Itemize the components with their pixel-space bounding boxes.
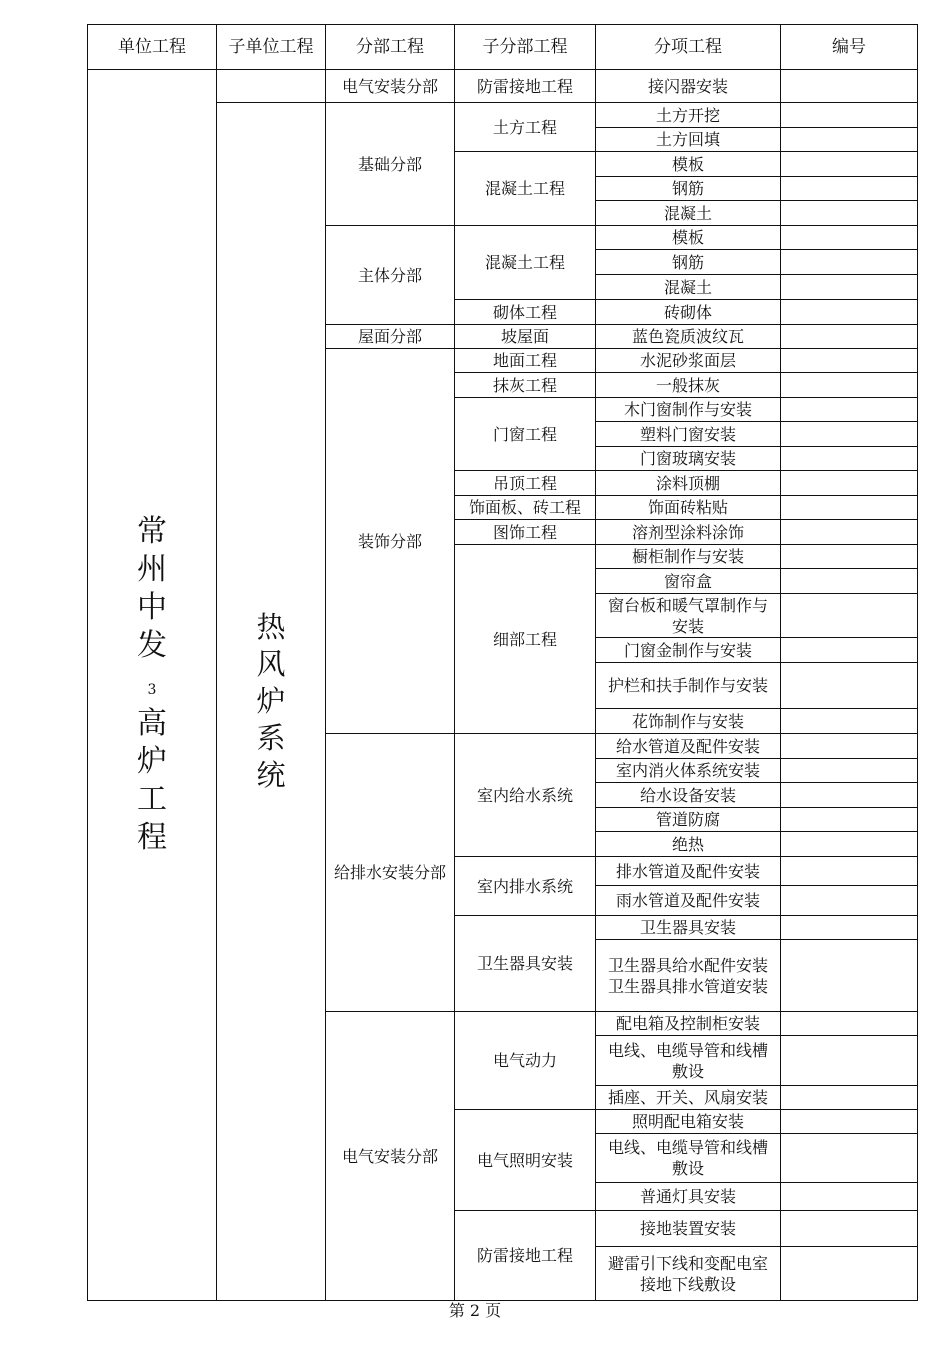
code-cell — [780, 758, 918, 783]
code-cell — [780, 225, 918, 250]
item-cell: 木门窗制作与安装 — [595, 397, 781, 422]
code-cell — [780, 1011, 918, 1036]
code-cell — [780, 1109, 918, 1134]
item-cell: 给水管道及配件安装 — [595, 733, 781, 759]
division-elec-bottom: 电气安装分部 — [325, 1011, 455, 1301]
code-cell — [780, 807, 918, 832]
code-cell — [780, 662, 918, 709]
sub-division-floor: 地面工程 — [454, 348, 596, 373]
item-cell: 接闪器安装 — [595, 69, 781, 103]
code-cell — [780, 568, 918, 594]
item-cell: 塑料门窗安装 — [595, 421, 781, 447]
sub-division-earthwork: 土方工程 — [454, 102, 596, 152]
code-cell — [780, 637, 918, 663]
code-cell — [780, 372, 918, 398]
code-cell — [780, 348, 918, 373]
sub-division-concrete-2: 混凝土工程 — [454, 225, 596, 300]
item-cell: 绝热 — [595, 831, 781, 857]
code-cell — [780, 102, 918, 128]
unit-project-mark: 3 — [147, 682, 157, 698]
sub-division-masonry: 砌体工程 — [454, 299, 596, 325]
item-cell: 避雷引下线和变配电室 接地下线敷设 — [595, 1246, 781, 1301]
page-number: 第 2 页 — [448, 1301, 502, 1320]
item-cell: 钢筋 — [595, 249, 781, 275]
item-cell: 雨水管道及配件安装 — [595, 885, 781, 916]
code-cell — [780, 593, 918, 638]
code-cell — [780, 324, 918, 349]
item-cell: 接地装置安装 — [595, 1210, 781, 1247]
sub-division-lightning-top: 防雷接地工程 — [454, 69, 596, 103]
code-cell — [780, 782, 918, 808]
division-plumbing: 给排水安装分部 — [325, 733, 455, 1012]
unit-project-name-part1: 常 州 中 发 — [137, 514, 167, 663]
header-code: 编号 — [780, 24, 918, 70]
division-roof: 屋面分部 — [325, 324, 455, 349]
item-cell: 饰面砖粘贴 — [595, 495, 781, 520]
sub-division-lighting: 电气照明安装 — [454, 1109, 596, 1211]
sub-division-sanitary: 卫生器具安装 — [454, 915, 596, 1012]
code-cell — [780, 939, 918, 1012]
sub-division-facing: 饰面板、砖工程 — [454, 495, 596, 520]
code-cell — [780, 544, 918, 569]
item-cell: 窗台板和暖气罩制作与 安装 — [595, 593, 781, 638]
code-cell — [780, 856, 918, 886]
sub-division-water-supply: 室内给水系统 — [454, 733, 596, 857]
item-cell: 管道防腐 — [595, 807, 781, 832]
item-cell: 橱柜制作与安装 — [595, 544, 781, 569]
code-cell — [780, 176, 918, 201]
code-cell — [780, 1182, 918, 1211]
code-cell — [780, 885, 918, 916]
item-cell: 电线、电缆导管和线槽 敷设 — [595, 1133, 781, 1183]
item-cell: 水泥砂浆面层 — [595, 348, 781, 373]
item-cell: 卫生器具给水配件安装 卫生器具排水管道安装 — [595, 939, 781, 1012]
header-item: 分项工程 — [595, 24, 781, 70]
item-cell: 蓝色瓷质波纹瓦 — [595, 324, 781, 349]
sub-division-drainage: 室内排水系统 — [454, 856, 596, 916]
code-cell — [780, 1035, 918, 1086]
code-cell — [780, 397, 918, 422]
item-cell: 混凝土 — [595, 274, 781, 300]
item-cell: 卫生器具安装 — [595, 915, 781, 940]
code-cell — [780, 495, 918, 520]
code-cell — [780, 519, 918, 545]
item-cell: 护栏和扶手制作与安装 — [595, 662, 781, 709]
item-cell: 普通灯具安装 — [595, 1182, 781, 1211]
header-sub-division: 子分部工程 — [454, 24, 596, 70]
item-cell: 门窗玻璃安装 — [595, 446, 781, 471]
division-main-body: 主体分部 — [325, 225, 455, 325]
item-cell: 土方回填 — [595, 127, 781, 152]
item-cell: 一般抹灰 — [595, 372, 781, 398]
item-cell: 插座、开关、风扇安装 — [595, 1085, 781, 1110]
code-cell — [780, 1085, 918, 1110]
header-sub-unit: 子单位工程 — [216, 24, 326, 70]
item-cell: 土方开挖 — [595, 102, 781, 128]
sub-unit-project-cell: 热 风 炉 系 统 — [216, 102, 326, 1301]
code-cell — [780, 470, 918, 496]
sub-division-doors-windows: 门窗工程 — [454, 397, 596, 471]
sub-division-ceiling: 吊顶工程 — [454, 470, 596, 496]
code-cell — [780, 831, 918, 857]
division-decoration: 装饰分部 — [325, 348, 455, 734]
sub-division-slope-roof: 坡屋面 — [454, 324, 596, 349]
item-cell: 照明配电箱安装 — [595, 1109, 781, 1134]
item-cell: 电线、电缆导管和线槽 敷设 — [595, 1035, 781, 1086]
code-cell — [780, 446, 918, 471]
sub-division-concrete-1: 混凝土工程 — [454, 151, 596, 226]
sub-division-lightning-bottom: 防雷接地工程 — [454, 1210, 596, 1301]
item-cell: 模板 — [595, 225, 781, 250]
item-cell: 模板 — [595, 151, 781, 177]
code-cell — [780, 1210, 918, 1247]
division-foundation: 基础分部 — [325, 102, 455, 226]
code-cell — [780, 249, 918, 275]
unit-project-cell — [87, 69, 217, 1301]
code-cell — [780, 915, 918, 940]
unit-project-name-part2: 高 炉 工 程 — [137, 706, 167, 855]
item-cell: 窗帘盒 — [595, 568, 781, 594]
code-cell — [780, 733, 918, 759]
item-cell: 排水管道及配件安装 — [595, 856, 781, 886]
item-cell: 砖砌体 — [595, 299, 781, 325]
sub-division-details: 细部工程 — [454, 544, 596, 734]
item-cell: 门窗金制作与安装 — [595, 637, 781, 663]
code-cell — [780, 69, 918, 103]
code-cell — [780, 421, 918, 447]
item-cell: 配电箱及控制柜安装 — [595, 1011, 781, 1036]
item-cell: 钢筋 — [595, 176, 781, 201]
item-cell: 给水设备安装 — [595, 782, 781, 808]
item-cell: 涂料顶棚 — [595, 470, 781, 496]
code-cell — [780, 708, 918, 734]
item-cell: 混凝土 — [595, 200, 781, 226]
code-cell — [780, 127, 918, 152]
sub-division-paint-decor: 图饰工程 — [454, 519, 596, 545]
code-cell — [780, 1246, 918, 1301]
header-unit: 单位工程 — [87, 24, 217, 70]
division-elec-top: 电气安装分部 — [325, 69, 455, 103]
code-cell — [780, 1133, 918, 1183]
sub-division-power: 电气动力 — [454, 1011, 596, 1110]
sub-division-plaster: 抹灰工程 — [454, 372, 596, 398]
item-cell: 溶剂型涂料涂饰 — [595, 519, 781, 545]
code-cell — [780, 200, 918, 226]
code-cell — [780, 151, 918, 177]
item-cell: 花饰制作与安装 — [595, 708, 781, 734]
code-cell — [780, 299, 918, 325]
item-cell: 室内消火体系统安装 — [595, 758, 781, 783]
code-cell — [780, 274, 918, 300]
sub-unit-empty-cell — [216, 69, 326, 103]
header-division: 分部工程 — [325, 24, 455, 70]
